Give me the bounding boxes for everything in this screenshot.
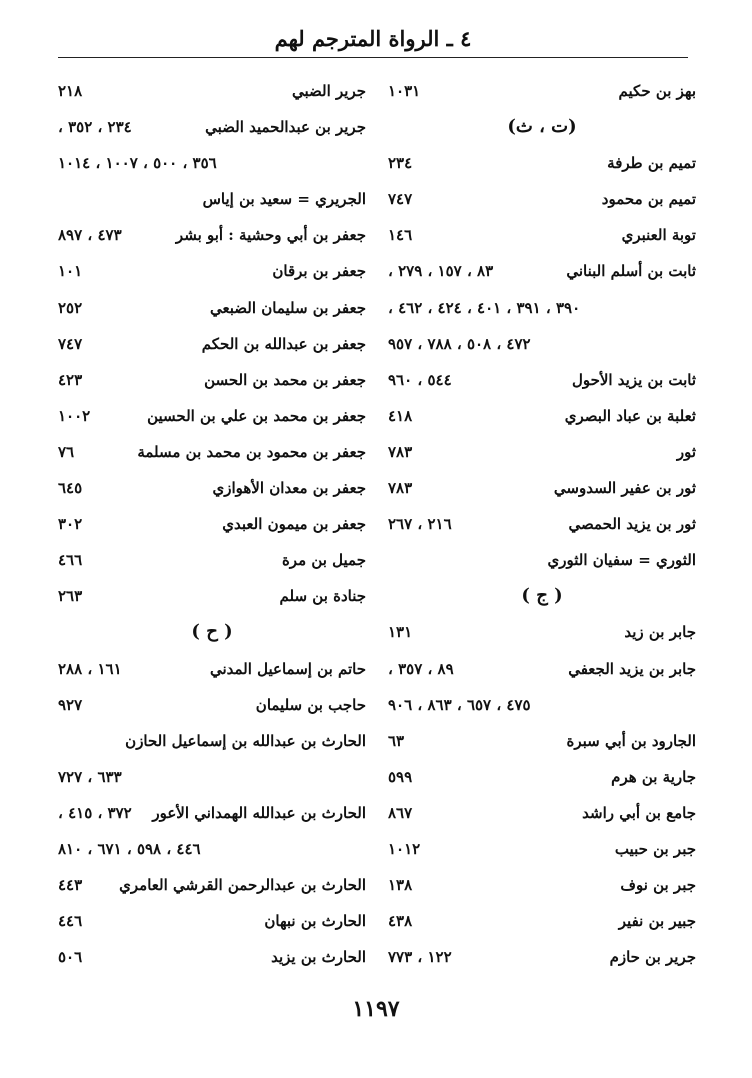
narrator-name: توبة العنبري (621, 226, 696, 245)
narrator-name: تميم بن محمود (601, 190, 696, 209)
index-entry (388, 795, 696, 831)
index-entry (388, 614, 696, 650)
page-references: ٥٩٩ (388, 767, 413, 786)
narrator-name: ثور بن عفير السدوسي (553, 479, 696, 498)
page-references: ٥٤٤ ، ٩٦٠ (388, 370, 452, 389)
index-entry (388, 831, 696, 867)
header-rule (58, 57, 688, 58)
page-references: ١٦١ ، ٢٨٨ (58, 659, 122, 678)
page-references: ٣٧٢ ، ٤١٥ ، (58, 803, 132, 822)
page-references: ٥٠٦ (58, 948, 83, 967)
page-references: ٢٦٣ (58, 587, 83, 606)
page-references: ٧٨٣ (388, 442, 413, 461)
page-references: ٣٠٢ (58, 515, 83, 534)
index-entry (58, 326, 366, 362)
section-heading (58, 614, 366, 650)
page-references: ٦٣ (388, 731, 405, 750)
page-references: ٤٧٥ ، ٦٥٧ ، ٨٦٣ ، ٩٠٦ (388, 695, 531, 714)
page-references: ٨٩ ، ٣٥٧ ، (388, 659, 454, 678)
index-entry (58, 398, 366, 434)
narrator-name: جبر بن حبيب (614, 839, 696, 858)
page-references: ٦٣٣ ، ٧٢٧ (58, 767, 122, 786)
page-references: ٤٢٣ (58, 370, 83, 389)
index-entry (388, 434, 696, 470)
narrator-name: جعفر بن معدان الأهوازي (212, 479, 366, 498)
narrator-name: ثابت بن يزيد الأحول (571, 370, 696, 389)
narrator-name: جعفر بن سليمان الضبعي (210, 298, 366, 317)
narrator-name: الحارث بن عبدالله الهمداني الأعور (152, 803, 366, 822)
page-references: ١٠٠٢ (58, 406, 91, 425)
index-entry (58, 903, 366, 939)
page-references: ٢٣٤ (388, 154, 413, 173)
narrator-name: جرير بن حازم (609, 948, 696, 967)
index-entry-continuation (388, 326, 696, 362)
index-entry (388, 217, 696, 253)
index-entry (388, 867, 696, 903)
narrator-name: جعفر بن أبي وحشية : أبو بشر (175, 226, 366, 245)
index-entry-continuation (388, 290, 696, 326)
section-letter: (ت ، ث) (507, 116, 577, 138)
index-entry (388, 651, 696, 687)
narrator-name: جعفر بن برقان (272, 262, 366, 281)
index-entry (58, 506, 366, 542)
page-references: ٤٤٦ ، ٥٩٨ ، ٦٧١ ، ٨١٠ (58, 839, 201, 858)
index-entry-continuation (388, 687, 696, 723)
narrator-name: الحارث بن يزيد (271, 948, 366, 967)
narrator-name: الثوري = سفيان الثوري (547, 551, 696, 570)
page-references: ٢٥٢ (58, 298, 83, 317)
page-number: ١١٩٧ (352, 996, 400, 1022)
page-references: ٤١٨ (388, 406, 413, 425)
index-entry (388, 362, 696, 398)
index-entry-continuation (58, 831, 366, 867)
narrator-name: الحارث بن عبدالرحمن القرشي العامري (119, 876, 366, 895)
index-entry (388, 723, 696, 759)
page-references: ١٣٨ (388, 876, 413, 895)
index-entry (388, 73, 696, 109)
narrator-name: جارية بن هرم (611, 767, 696, 786)
narrator-name: تميم بن طرفة (607, 154, 696, 173)
page-references: ١٠١ (58, 262, 83, 281)
index-entry-continuation (58, 759, 366, 795)
narrator-name: جميل بن مرة (281, 551, 366, 570)
index-entry-continuation (58, 145, 366, 181)
narrator-name: جابر بن زيد (624, 623, 696, 642)
page-references: ٤٤٣ (58, 876, 83, 895)
narrator-name: جبر بن نوف (620, 876, 696, 895)
page-references: ١٣١ (388, 623, 413, 642)
narrator-name: جرير بن عبدالحميد الضبي (205, 118, 366, 137)
index-entry (58, 253, 366, 289)
narrator-name: حاتم بن إسماعيل المدني (209, 659, 366, 678)
index-entry (388, 181, 696, 217)
page-references: ٧٤٧ (388, 190, 413, 209)
page-references: ٦٤٥ (58, 479, 83, 498)
narrator-name: الحارث بن نبهان (264, 912, 366, 931)
index-entry (58, 939, 366, 975)
section-heading (388, 109, 696, 145)
page-references: ١٢٢ ، ٧٧٣ (388, 948, 452, 967)
index-entry (58, 687, 366, 723)
page-references: ١٠١٢ (388, 839, 421, 858)
index-entry (58, 470, 366, 506)
index-column-right (388, 73, 696, 975)
narrator-name: جابر بن يزيد الجعفي (568, 659, 696, 678)
index-entry (388, 903, 696, 939)
section-letter: ( ج ) (521, 585, 563, 607)
index-entry (388, 759, 696, 795)
page-references: ١٠٣١ (388, 82, 421, 100)
narrator-name: حاجب بن سليمان (255, 695, 366, 714)
page-references: ٧٨٣ (388, 479, 413, 498)
page-references: ١٤٦ (388, 226, 413, 245)
narrator-name: بهز بن حكيم (618, 82, 696, 100)
index-entry (58, 651, 366, 687)
narrator-name: ثور (676, 442, 696, 461)
page-header: ٤ ـ الرواة المترجم لهم (274, 26, 472, 51)
narrator-name: جامع بن أبي راشد (582, 803, 696, 822)
index-entry (388, 470, 696, 506)
page-references: ٤٤٦ (58, 912, 83, 931)
narrator-name: ثور بن يزيد الحمصي (568, 515, 696, 534)
narrator-name: جعفر بن محمد بن الحسن (204, 370, 366, 389)
page-references: ٤٣٨ (388, 912, 413, 931)
narrator-name: جعفر بن محمود بن محمد بن مسلمة (137, 442, 366, 461)
index-entry (58, 290, 366, 326)
narrator-name: الحارث بن عبدالله بن إسماعيل الحازن (125, 731, 366, 750)
page-references: ٤٧٢ ، ٥٠٨ ، ٧٨٨ ، ٩٥٧ (388, 334, 531, 353)
narrator-name: جعفر بن محمد بن علي بن الحسين (147, 406, 366, 425)
index-entry (388, 542, 696, 578)
page-references: ٣٩٠ ، ٣٩١ ، ٤٠١ ، ٤٢٤ ، ٤٦٢ ، (388, 298, 581, 317)
index-entry (58, 578, 366, 614)
index-entry (58, 73, 366, 109)
index-entry (58, 217, 366, 253)
index-entry (388, 939, 696, 975)
page-references: ٣٥٦ ، ٥٠٠ ، ١٠٠٧ ، ١٠١٤ (58, 154, 217, 173)
narrator-name: جبير بن نفير (618, 912, 696, 931)
index-column-left (58, 73, 366, 975)
page-references: ٢٣٤ ، ٣٥٢ ، (58, 118, 132, 137)
page-references: ٩٢٧ (58, 695, 83, 714)
page-references: ٢١٦ ، ٢٦٧ (388, 515, 452, 534)
index-entry (388, 253, 696, 289)
page-references: ٨٦٧ (388, 803, 413, 822)
index-entry (58, 181, 366, 217)
index-entry (58, 109, 366, 145)
narrator-name: الجريري = سعيد بن إياس (202, 190, 366, 209)
narrator-name: الجارود بن أبي سبرة (566, 731, 696, 750)
narrator-name: ثابت بن أسلم البناني (566, 262, 696, 281)
index-entry (58, 542, 366, 578)
section-heading (388, 578, 696, 614)
narrator-name: جعفر بن ميمون العبدي (222, 515, 366, 534)
index-entry (58, 434, 366, 470)
narrator-name: جنادة بن سلم (279, 587, 366, 606)
narrator-name: ثعلبة بن عباد البصري (564, 406, 696, 425)
index-entry (58, 362, 366, 398)
index-entry (388, 145, 696, 181)
index-entry (58, 867, 366, 903)
index-entry (388, 398, 696, 434)
narrator-name: جعفر بن عبدالله بن الحكم (201, 334, 366, 353)
index-entry (58, 723, 366, 759)
index-entry (58, 795, 366, 831)
page-references: ٢١٨ (58, 82, 83, 100)
section-letter: ( ح ) (191, 621, 233, 643)
page-references: ٨٣ ، ١٥٧ ، ٢٧٩ ، (388, 262, 494, 281)
page-references: ٧٦ (58, 442, 75, 461)
index-entry (388, 506, 696, 542)
page-references: ٤٦٦ (58, 551, 83, 570)
page-references: ٤٧٣ ، ٨٩٧ (58, 226, 122, 245)
narrator-name: جرير الضبي (292, 82, 366, 100)
page-references: ٧٤٧ (58, 334, 83, 353)
